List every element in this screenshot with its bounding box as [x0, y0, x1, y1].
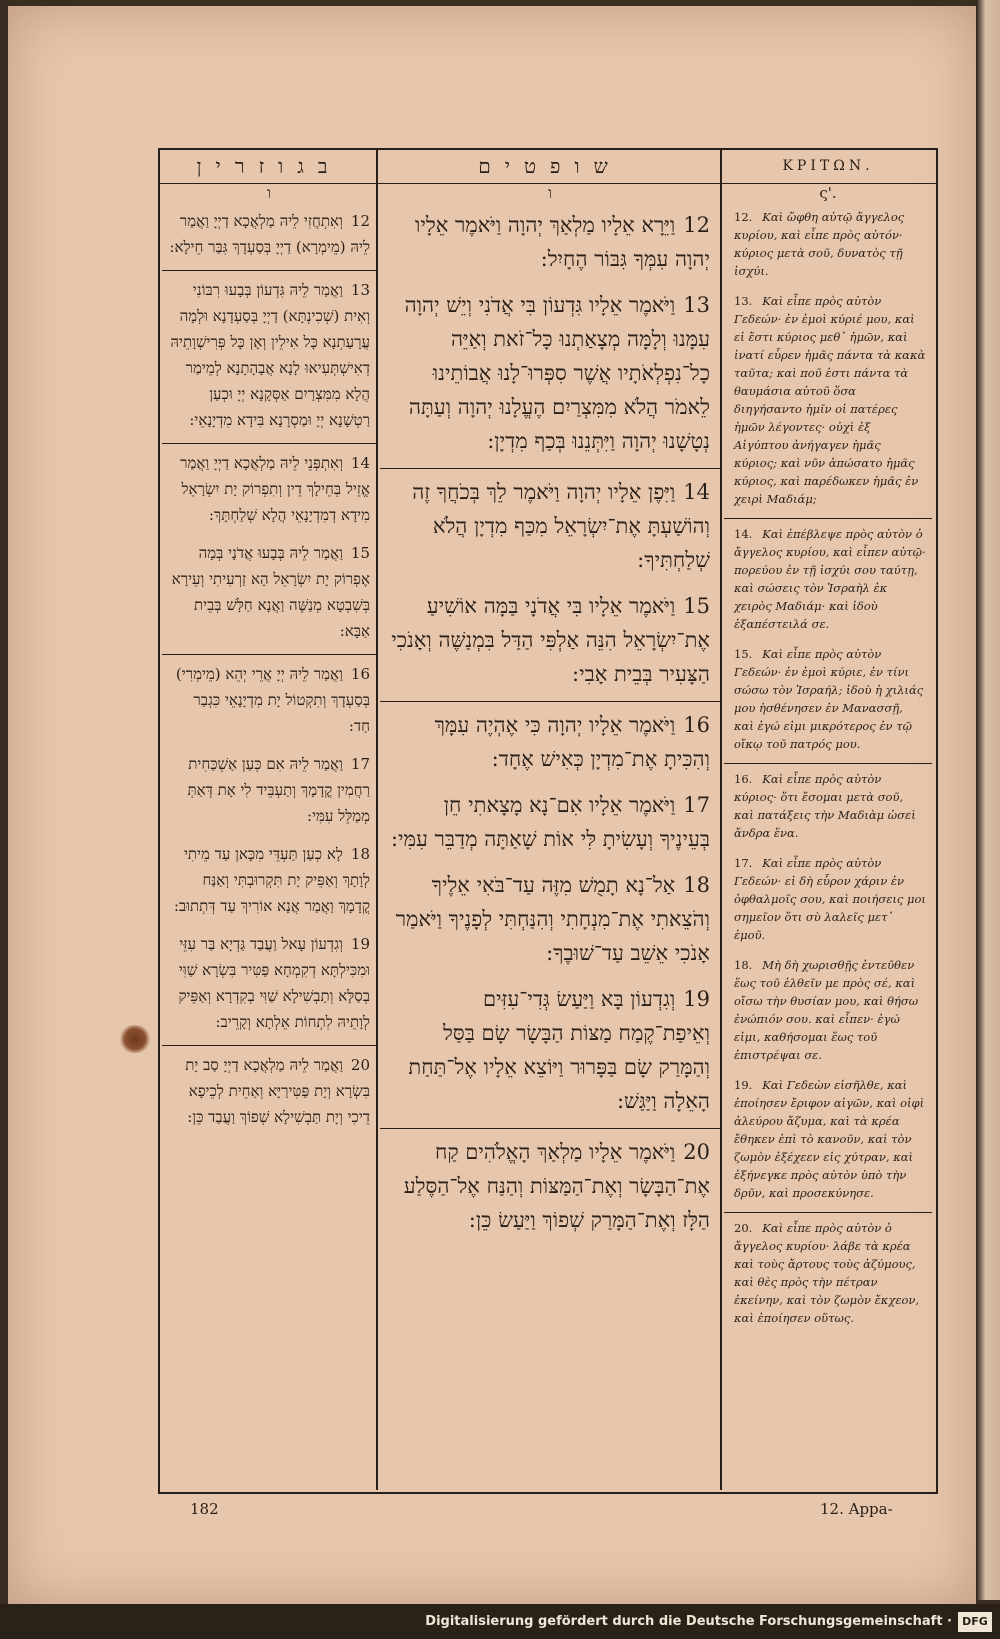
aramaic-verse: [162, 657, 376, 747]
greek-verse-text: Καὶ ὤφθη αὐτῷ ἄγγελος κυρίου, καὶ εἶπε πρὸς αὐτόν· κύριος μετὰ σοῦ, δυνατὸς τῇ ἰσχύι.: [734, 210, 905, 278]
hebrew-verse-text: וַיֹּאמֶר אֵלָיו מַלְאַךְ הָאֱלֹהִים קַח אֶת־הַבָּשָׂר וְאֶת־הַמַּצּוֹת וְהַנַּח אֶל־הַסֶּלַע הַלָּז וְאֶת־הַמָּרַק שְׁפוֹךְ וַיַּעַשׂ כֵּן:: [403, 1140, 710, 1232]
hebrew-verse-text: וַיֹּאמֶר אֵלָיו גִּדְעוֹן בִּי אֲדֹנִי וְיֵשׁ יְהוָה עִמָּנוּ וְלָמָּה מְצָאַתְנוּ כָּל־זֹאת וְאַיֵּה כָל־נִפְלְאֹתָיו אֲשֶׁר סִפְּרוּ־לָנוּ אֲבוֹתֵינוּ לֵאמֹר הֲלֹא מִמִּצְרַיִם הֶעֱלָנוּ יְהוָה וְעַתָּה נְטָשָׁנוּ יְהוָה וַיִּתְּנֵנוּ בְּכַף מִדְיָן:: [404, 293, 710, 453]
aramaic-header: בגוזרין: [196, 154, 342, 178]
aramaic-verse-text: וַאֲמַר לֵיהּ גִּדְעוֹן בְּבָעוּ רִבּוֹנִי וְאִית (שְׁכִינְתָּא) דַיְיָ בְּסַעְדָנָא וּלְמָה עֲרָעַתְנָא כָּל אִילֵין וְאָן כָּל פְּרִישְׁוָתֵיהּ דְאִישְׁתְּעִיאוּ לָנָא אֲבָהָתָנָא לְמֵימַר הֲלָא מִמִּצְרַיִם אַסְּקָנָא יְיָ וּכְעַן רַטְשָׁנָא יְיָ וּמַסְרָנָא בִּידָא מִדְיָנָאֵי:: [170, 281, 370, 429]
aramaic-verse-text: וְאִתְפְּנֵי לֵיהּ מַלְאֲכָא דַיְיָ וַאֲמַר אֱזֵיל בְּחֵילָךְ דֵין וְתִפְרוֹק יָת יִשְׂרָאֵל מִידָא דְמִדְיָנָאֵי הֲלָא שְׁלַחְתָּךְ:: [180, 454, 370, 524]
aramaic-verse-text: וַאֲמַר לֵיהּ אִם כְּעַן אַשְׁכַּחִית רַחֲמִין קֳדָמָךְ וְתַעְבֵּיד לִי אָת דְּאַתְּ מְמַלֵּל עִמִּי:: [187, 755, 370, 825]
dfg-logo: DFG: [958, 1612, 992, 1632]
aramaic-chapter: ו: [267, 184, 271, 202]
aramaic-verse: [162, 446, 376, 536]
greek-verse: [724, 850, 932, 952]
greek-verse-text: Καὶ Γεδεὼν εἰσῆλθε, καὶ ἐποίησεν ἔριφον αἰγῶν, καὶ οἰφὶ ἀλεύρου ἄζυμα, καὶ τὰ κρέα ἔθηκεν ἐπὶ τὸ κανοῦν, καὶ τὸν ζωμὸν ἐξέχεεν εἰς χύτραν, καὶ ἐξήνεγκε πρὸς αὐτὸν ὑπὸ τὴν δρῦν, καὶ προσεκύνησε.: [734, 1078, 925, 1200]
hebrew-verse: [380, 1131, 720, 1245]
aramaic-verse-text: וְגִדְעוֹן עָאל וַעֲבַד גַּדְיָא בַּר עִזֵּי וּמִכִּילְתָּא דְקִמְחָא פַּטִּיר בִּשְׂרָא שַׁוִּי בְסַלָּא וְתַבְשִׁילָא שַׁוִּי בְקִדְרָא וְאַפֵּיק לְוָתֵיהּ לִתְחוֹת אֵלְתָא וְקָרֵיב:: [178, 935, 370, 1031]
aramaic-verse-number: 18: [350, 845, 370, 863]
aramaic-verse-text: וַאֲמַר לֵיהּ מַלְאֲכָא דַיְיָ סַב יָת בִּשְׂרָא וְיָת פַּטִּירַיָּא וְאַחֵית לְכֵיפָא דֵיכִי וְיָת תַּבְשִׁילָא שְׁפוֹךְ וַעֲבַד כֵּן:: [185, 1056, 370, 1126]
aramaic-verse-divider: [162, 443, 376, 444]
greek-verse-divider: [724, 1212, 932, 1213]
hebrew-verses: [380, 204, 720, 1245]
aramaic-verse-number: 13: [350, 281, 370, 299]
ink-stain: [120, 1025, 150, 1053]
hebrew-verse-number: 18: [683, 873, 710, 897]
hebrew-verse-number: 15: [683, 594, 710, 618]
hebrew-verse-text: וַיֵּרָא אֵלָיו מַלְאַךְ יְהוָה וַיֹּאמֶר אֵלָיו יְהוָה עִמְּךָ גִּבּוֹר הֶחָיִל:: [415, 213, 710, 271]
aramaic-verse-number: 12: [350, 212, 370, 230]
hebrew-verse: [380, 704, 720, 784]
column-rule-1: [376, 148, 378, 1490]
catchword: 12. Appa-: [820, 1500, 893, 1518]
greek-verse-text: Καὶ εἶπε πρὸς αὐτὸν Γεδεών· ἐν ἐμοὶ κύριέ μου, καὶ εἰ ἔστι κύριος μεθ᾽ ἡμῶν, καὶ ἱνατί εὗρεν ἡμᾶς πάντα τὰ κακὰ ταῦτα; καὶ ποῦ ἐστι πάντα τὰ θαυμάσια αὐτοῦ ὅσα διηγήσαντο ἡμῖν οἱ πατέρες ἡμῶν λέγοντες· οὐχὶ ἐξ Αἰγύπτου ἀνήγαγεν ἡμᾶς κύριος; καὶ νῦν ἀπώσατο ἡμᾶς κύριος, καὶ παρέδωκεν ἡμᾶς ἐν χειρὶ Μαδιάμ;: [734, 294, 926, 506]
hebrew-verse-text: וַיֹּאמֶר אֵלָיו אִם־נָא מָצָאתִי חֵן בְּעֵינֶיךָ וְעָשִׂיתָ לִּי אוֹת שָׁאַתָּה מְדַבֵּר עִמִּי:: [390, 793, 710, 851]
greek-verse: [724, 952, 932, 1072]
greek-verse-number: 16.: [734, 772, 753, 786]
greek-chapter: ς'.: [819, 184, 837, 202]
greek-verse-text: Καὶ εἶπε πρὸς αὐτὸν Γεδεών· ἐν ἐμοὶ κύριε, ἐν τίνι σώσω τὸν Ἰσραήλ; ἰδοὺ ἡ χιλιάς μου ἠσθένησεν ἐν Μανασσῇ, καὶ ἐγώ εἰμι μικρότερος ἐν τῷ οἴκῳ τοῦ πατρός μου.: [734, 647, 924, 751]
hebrew-verse: [380, 284, 720, 466]
aramaic-verse-number: 20: [350, 1056, 370, 1074]
aramaic-verse: [162, 837, 376, 927]
aramaic-verse: [162, 204, 376, 268]
hebrew-verse-number: 19: [683, 987, 710, 1011]
aramaic-verse-text: וַאֲמַר לֵיהּ בְּבָעוּ אֲדֹנָי בְּמָה אֶפְרוֹק יָת יִשְׂרָאֵל הָא זַרְעִיתִי וְעֵירָא בְּשִׁבְטָא מְנַשֶּׁה וַאֲנָא חַלָּשׁ בְּבֵית אַבָּא:: [171, 544, 370, 640]
aramaic-verse: [162, 747, 376, 837]
hebrew-verse: [380, 585, 720, 699]
hebrew-verse-number: 16: [683, 713, 710, 737]
aramaic-verse-number: 15: [350, 544, 370, 562]
hebrew-verse: [380, 864, 720, 978]
greek-verse-divider: [724, 518, 932, 519]
aramaic-verse-text: וַאֲמַר לֵיהּ יְיָ אֲרֵי יְהֵא (מֵימְרִי) בְּסַעְדָךְ וְתִקְטוֹל יָת מִדְיָנָאֵי כִּגְבַר חַד:: [175, 665, 370, 735]
greek-verse-number: 13.: [734, 294, 753, 308]
greek-verse-text: Καὶ εἶπε πρὸς αὐτὸν Γεδεών· εἰ δὴ εὗρον χάριν ἐν ὀφθαλμοῖς σου, καὶ ποιήσεις μοι σημεῖον ὅτι σὺ λαλεῖς μετ᾽ ἐμοῦ.: [734, 856, 926, 942]
hebrew-verse-number: 12: [683, 213, 710, 237]
greek-verse-number: 12.: [734, 210, 753, 224]
greek-verse-text: Καὶ ἐπέβλεψε πρὸς αὐτὸν ὁ ἄγγελος κυρίου, καὶ εἶπεν αὐτῷ· πορεύου ἐν τῇ ἰσχύι σου ταύτῃ, καὶ σώσεις τὸν Ἰσραὴλ ἐκ χειρὸς Μαδιάμ· καὶ ἰδοὺ ἐξαπέστειλά σε.: [734, 527, 926, 631]
aramaic-verse-divider: [162, 1045, 376, 1046]
aramaic-column: [162, 150, 376, 1138]
aramaic-verse-text: וְאִתְחֲזִי לֵיהּ מַלְאֲכָא דַיְיָ וַאֲמַר לֵיהּ (מֵימְרָא) דַיְיָ בְּסַעְדָךְ גִּבַּר חֵילָא:: [169, 212, 370, 256]
greek-verse-number: 15.: [734, 647, 753, 661]
greek-verse: [724, 521, 932, 641]
greek-verse-divider: [724, 763, 932, 764]
aramaic-verse-number: 19: [350, 935, 370, 953]
greek-verse-number: 18.: [734, 958, 753, 972]
aramaic-verse-divider: [162, 270, 376, 271]
greek-verse-number: 19.: [734, 1078, 753, 1092]
hebrew-verse-number: 17: [683, 793, 710, 817]
hebrew-verse-text: וַיֹּאמֶר אֵלָיו בִּי אֲדֹנָי בַּמָּה אוֹשִׁיעַ אֶת־יִשְׂרָאֵל הִנֵּה אַלְפִּי הַדַּל בִּמְנַשֶּׁה וְאָנֹכִי הַצָּעִיר בְּבֵית אָבִי:: [391, 594, 710, 686]
hebrew-verse-text: וַיִּפֶן אֵלָיו יְהוָה וַיֹּאמֶר לֵךְ בְּכֹחֲךָ זֶה וְהוֹשַׁעְתָּ אֶת־יִשְׂרָאֵל מִכַּף מִדְיָן הֲלֹא שְׁלַחְתִּיךָ:: [412, 480, 710, 572]
hebrew-verse-text: אַל־נָא תָמֻשׁ מִזֶּה עַד־בֹּאִי אֵלֶיךָ וְהֹצֵאתִי אֶת־מִנְחָתִי וְהִנַּחְתִּי לְפָנֶיךָ וַיֹּאמַר אָנֹכִי אֵשֵׁב עַד־שׁוּבֶךָ:: [395, 873, 710, 965]
hebrew-header: שופטים: [478, 154, 622, 178]
aramaic-verse-number: 14: [350, 454, 370, 472]
hebrew-verse: [380, 471, 720, 585]
column-rule-2: [720, 148, 722, 1490]
greek-verses: [724, 204, 932, 1335]
greek-header: ΚΡΙΤΩΝ.: [782, 158, 874, 174]
greek-verse: [724, 1072, 932, 1210]
aramaic-verse: [162, 1048, 376, 1138]
greek-verse-text: Καὶ εἶπε πρὸς αὐτὸν ὁ ἄγγελος κυρίου· λάβε τὰ κρέα καὶ τοὺς ἄρτους τοὺς ἀζύμους, καὶ θὲς πρὸς τὴν πέτραν ἐκείνην, καὶ τὸν ζωμὸν ἔκχεον, καὶ ἐποίησεν οὕτως.: [734, 1221, 920, 1325]
hebrew-verse-divider: [380, 701, 720, 702]
greek-verse-number: 14.: [734, 527, 753, 541]
hebrew-verse: [380, 784, 720, 864]
aramaic-verse-number: 16: [350, 665, 370, 683]
aramaic-verse-number: 17: [350, 755, 370, 773]
hebrew-verse: [380, 978, 720, 1126]
hebrew-verse-number: 14: [683, 480, 710, 504]
greek-verse: [724, 766, 932, 850]
aramaic-verse-text: לָא כְעַן תַּעְדֵּי מִכָּאן עַד מֵיתִי לְוָתָךְ וְאַפֵּיק יָת תִּקְרוּבְתִּי וְאַנַּח קֳדָמָךְ וַאֲמַר אֲנָא אוֹרִיךְ עַד דְּתְתוּב:: [173, 845, 370, 915]
aramaic-verse: [162, 536, 376, 652]
hebrew-verse-number: 13: [683, 293, 710, 317]
greek-verse-number: 20.: [734, 1221, 753, 1235]
aramaic-verse: [162, 927, 376, 1043]
hebrew-verse-text: וַיֹּאמֶר אֵלָיו יְהוָה כִּי אֶהְיֶה עִמָּךְ וְהִכִּיתָ אֶת־מִדְיָן כְּאִישׁ אֶחָד:: [434, 713, 710, 771]
hebrew-chapter: ו: [548, 184, 552, 202]
facing-page-edge: [976, 0, 1000, 1600]
greek-verse: [724, 1215, 932, 1335]
hebrew-column: [380, 150, 720, 1245]
hebrew-verse-divider: [380, 1128, 720, 1129]
greek-verse-text: Καὶ εἶπε πρὸς αὐτὸν κύριος· ὅτι ἔσομαι μετὰ σοῦ, καὶ πατάξεις τὴν Μαδιὰμ ὡσεὶ ἄνδρα ἕνα.: [734, 772, 916, 840]
digitization-credit: Digitalisierung gefördert durch die Deutsche Forschungsgemeinschaft ·: [0, 1604, 1000, 1639]
hebrew-verse-text: וְגִדְעוֹן בָּא וַיַּעַשׂ גְּדִי־עִזִּים וְאֵיפַת־קֶמַח מַצּוֹת הַבָּשָׂר שָׂם בַּסַּל וְהַמָּרַק שָׂם בַּפָּרוּר וַיּוֹצֵא אֵלָיו אֶל־תַּחַת הָאֵלָה וַיַּגַּשׁ:: [408, 987, 710, 1113]
hebrew-verse-number: 20: [683, 1140, 710, 1164]
aramaic-verses: [162, 204, 376, 1138]
greek-verse: [724, 641, 932, 761]
greek-verse: [724, 204, 932, 288]
greek-column: [724, 150, 932, 1335]
page-number: 182: [190, 1500, 219, 1518]
hebrew-verse-divider: [380, 468, 720, 469]
hebrew-verse: [380, 204, 720, 284]
greek-verse: [724, 288, 932, 516]
greek-verse-number: 17.: [734, 856, 753, 870]
aramaic-verse: [162, 273, 376, 441]
aramaic-verse-divider: [162, 654, 376, 655]
greek-verse-text: Μὴ δὴ χωρισθῇς ἐντεῦθεν ἕως τοῦ ἐλθεῖν με πρὸς σέ, καὶ οἴσω τὴν θυσίαν μου, καὶ θήσω ἐνώπιόν σου. καὶ εἶπεν· ἐγώ εἰμι, καθήσομαι ἕως τοῦ ἐπιστρέψαι σε.: [734, 958, 919, 1062]
